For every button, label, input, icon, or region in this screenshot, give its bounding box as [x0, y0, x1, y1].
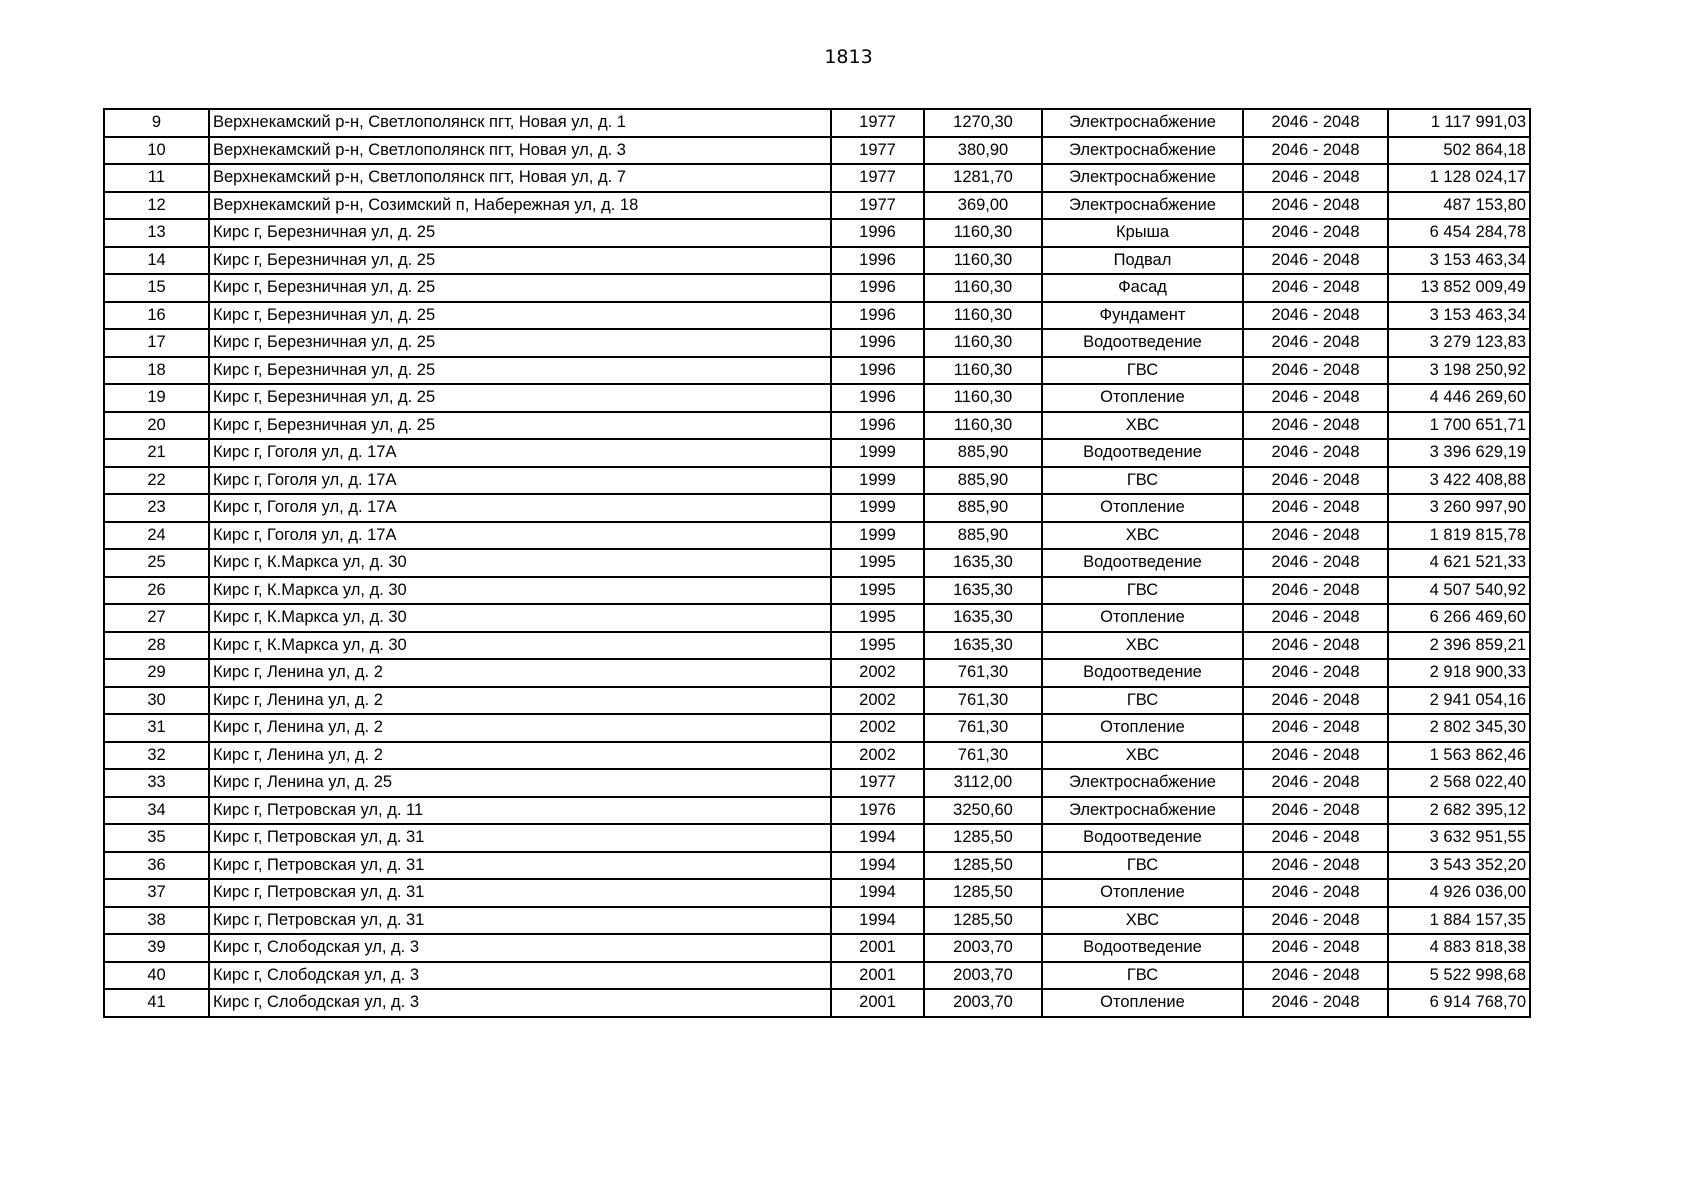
address-cell: Кирс г, К.Маркса ул, д. 30	[209, 577, 831, 605]
build-year-cell: 1999	[831, 522, 924, 550]
row-number-cell: 17	[104, 329, 209, 357]
address-cell: Верхнекамский р-н, Созимский п, Набережная ул, д. 18	[209, 192, 831, 220]
page-number: 1813	[824, 46, 873, 68]
build-year-cell: 1999	[831, 494, 924, 522]
work-type-cell: ГВС	[1042, 687, 1243, 715]
build-year-cell: 1977	[831, 192, 924, 220]
area-cell: 1635,30	[924, 549, 1042, 577]
table-row	[104, 329, 1530, 357]
cost-cell: 3 153 463,34	[1388, 302, 1530, 330]
row-number-cell: 13	[104, 219, 209, 247]
table-row	[104, 494, 1530, 522]
period-cell: 2046 - 2048	[1243, 302, 1388, 330]
cost-cell: 2 941 054,16	[1388, 687, 1530, 715]
area-cell: 885,90	[924, 494, 1042, 522]
build-year-cell: 2001	[831, 989, 924, 1017]
table-row	[104, 109, 1530, 137]
row-number-cell: 35	[104, 824, 209, 852]
table-row	[104, 824, 1530, 852]
build-year-cell: 1994	[831, 852, 924, 880]
cost-cell: 6 266 469,60	[1388, 604, 1530, 632]
build-year-cell: 1995	[831, 604, 924, 632]
cost-cell: 502 864,18	[1388, 137, 1530, 165]
cost-cell: 1 819 815,78	[1388, 522, 1530, 550]
build-year-cell: 1996	[831, 329, 924, 357]
work-type-cell: Подвал	[1042, 247, 1243, 275]
period-cell: 2046 - 2048	[1243, 219, 1388, 247]
row-number-cell: 26	[104, 577, 209, 605]
row-number-cell: 21	[104, 439, 209, 467]
table-row	[104, 577, 1530, 605]
table-row	[104, 714, 1530, 742]
cost-cell: 3 543 352,20	[1388, 852, 1530, 880]
row-number-cell: 20	[104, 412, 209, 440]
area-cell: 885,90	[924, 522, 1042, 550]
period-cell: 2046 - 2048	[1243, 522, 1388, 550]
build-year-cell: 1977	[831, 769, 924, 797]
build-year-cell: 1994	[831, 879, 924, 907]
row-number-cell: 16	[104, 302, 209, 330]
address-cell: Кирс г, К.Маркса ул, д. 30	[209, 549, 831, 577]
area-cell: 761,30	[924, 714, 1042, 742]
period-cell: 2046 - 2048	[1243, 137, 1388, 165]
build-year-cell: 1995	[831, 577, 924, 605]
area-cell: 1635,30	[924, 604, 1042, 632]
row-number-cell: 18	[104, 357, 209, 385]
area-cell: 1160,30	[924, 412, 1042, 440]
area-cell: 1281,70	[924, 164, 1042, 192]
address-cell: Кирс г, Ленина ул, д. 2	[209, 659, 831, 687]
area-cell: 1160,30	[924, 247, 1042, 275]
work-type-cell: Отопление	[1042, 604, 1243, 632]
address-cell: Кирс г, Березничная ул, д. 25	[209, 274, 831, 302]
table-row	[104, 852, 1530, 880]
table-row	[104, 659, 1530, 687]
period-cell: 2046 - 2048	[1243, 742, 1388, 770]
row-number-cell: 14	[104, 247, 209, 275]
area-cell: 1285,50	[924, 879, 1042, 907]
work-type-cell: ГВС	[1042, 852, 1243, 880]
area-cell: 2003,70	[924, 989, 1042, 1017]
period-cell: 2046 - 2048	[1243, 989, 1388, 1017]
cost-cell: 3 279 123,83	[1388, 329, 1530, 357]
cost-cell: 2 918 900,33	[1388, 659, 1530, 687]
address-cell: Кирс г, Петровская ул, д. 11	[209, 797, 831, 825]
work-type-cell: Фундамент	[1042, 302, 1243, 330]
row-number-cell: 33	[104, 769, 209, 797]
work-type-cell: Отопление	[1042, 989, 1243, 1017]
period-cell: 2046 - 2048	[1243, 274, 1388, 302]
row-number-cell: 24	[104, 522, 209, 550]
table-row	[104, 192, 1530, 220]
cost-cell: 1 700 651,71	[1388, 412, 1530, 440]
period-cell: 2046 - 2048	[1243, 934, 1388, 962]
area-cell: 1285,50	[924, 907, 1042, 935]
table-row	[104, 522, 1530, 550]
cost-cell: 487 153,80	[1388, 192, 1530, 220]
cost-cell: 1 128 024,17	[1388, 164, 1530, 192]
address-cell: Кирс г, Гоголя ул, д. 17А	[209, 467, 831, 495]
area-cell: 2003,70	[924, 962, 1042, 990]
period-cell: 2046 - 2048	[1243, 109, 1388, 137]
row-number-cell: 9	[104, 109, 209, 137]
work-type-cell: Электроснабжение	[1042, 137, 1243, 165]
cost-cell: 3 153 463,34	[1388, 247, 1530, 275]
build-year-cell: 1999	[831, 467, 924, 495]
work-type-cell: Водоотведение	[1042, 549, 1243, 577]
area-cell: 369,00	[924, 192, 1042, 220]
table-row	[104, 797, 1530, 825]
period-cell: 2046 - 2048	[1243, 164, 1388, 192]
build-year-cell: 1994	[831, 824, 924, 852]
address-cell: Верхнекамский р-н, Светлополянск пгт, Новая ул, д. 7	[209, 164, 831, 192]
cost-cell: 2 568 022,40	[1388, 769, 1530, 797]
period-cell: 2046 - 2048	[1243, 687, 1388, 715]
row-number-cell: 22	[104, 467, 209, 495]
table-row	[104, 357, 1530, 385]
address-cell: Кирс г, К.Маркса ул, д. 30	[209, 604, 831, 632]
build-year-cell: 1977	[831, 109, 924, 137]
work-type-cell: Электроснабжение	[1042, 769, 1243, 797]
area-cell: 380,90	[924, 137, 1042, 165]
table-row	[104, 962, 1530, 990]
cost-cell: 4 621 521,33	[1388, 549, 1530, 577]
row-number-cell: 40	[104, 962, 209, 990]
table-row	[104, 384, 1530, 412]
work-type-cell: ГВС	[1042, 577, 1243, 605]
address-cell: Кирс г, Петровская ул, д. 31	[209, 879, 831, 907]
address-cell: Кирс г, Березничная ул, д. 25	[209, 302, 831, 330]
row-number-cell: 25	[104, 549, 209, 577]
period-cell: 2046 - 2048	[1243, 439, 1388, 467]
address-cell: Кирс г, Гоголя ул, д. 17А	[209, 439, 831, 467]
work-type-cell: ГВС	[1042, 962, 1243, 990]
address-cell: Верхнекамский р-н, Светлополянск пгт, Новая ул, д. 3	[209, 137, 831, 165]
cost-cell: 3 632 951,55	[1388, 824, 1530, 852]
build-year-cell: 1977	[831, 137, 924, 165]
table-row	[104, 687, 1530, 715]
table-row	[104, 164, 1530, 192]
cost-cell: 3 260 997,90	[1388, 494, 1530, 522]
row-number-cell: 41	[104, 989, 209, 1017]
table-row	[104, 302, 1530, 330]
period-cell: 2046 - 2048	[1243, 329, 1388, 357]
work-type-cell: Водоотведение	[1042, 659, 1243, 687]
address-cell: Кирс г, Ленина ул, д. 2	[209, 687, 831, 715]
cost-cell: 4 446 269,60	[1388, 384, 1530, 412]
table-row	[104, 604, 1530, 632]
period-cell: 2046 - 2048	[1243, 962, 1388, 990]
period-cell: 2046 - 2048	[1243, 879, 1388, 907]
period-cell: 2046 - 2048	[1243, 577, 1388, 605]
row-number-cell: 10	[104, 137, 209, 165]
area-cell: 761,30	[924, 687, 1042, 715]
period-cell: 2046 - 2048	[1243, 247, 1388, 275]
table-row	[104, 274, 1530, 302]
address-cell: Кирс г, Петровская ул, д. 31	[209, 824, 831, 852]
address-cell: Кирс г, Ленина ул, д. 2	[209, 742, 831, 770]
build-year-cell: 2002	[831, 742, 924, 770]
table-row	[104, 467, 1530, 495]
work-type-cell: Электроснабжение	[1042, 164, 1243, 192]
build-year-cell: 1996	[831, 219, 924, 247]
row-number-cell: 36	[104, 852, 209, 880]
period-cell: 2046 - 2048	[1243, 467, 1388, 495]
period-cell: 2046 - 2048	[1243, 192, 1388, 220]
work-type-cell: Электроснабжение	[1042, 192, 1243, 220]
area-cell: 1160,30	[924, 357, 1042, 385]
table-row	[104, 549, 1530, 577]
table-row	[104, 742, 1530, 770]
address-cell: Кирс г, Гоголя ул, д. 17А	[209, 522, 831, 550]
area-cell: 1635,30	[924, 632, 1042, 660]
address-cell: Кирс г, Слободская ул, д. 3	[209, 989, 831, 1017]
row-number-cell: 27	[104, 604, 209, 632]
row-number-cell: 23	[104, 494, 209, 522]
row-number-cell: 15	[104, 274, 209, 302]
area-cell: 1160,30	[924, 384, 1042, 412]
build-year-cell: 1996	[831, 274, 924, 302]
period-cell: 2046 - 2048	[1243, 714, 1388, 742]
area-cell: 1160,30	[924, 219, 1042, 247]
table-row	[104, 412, 1530, 440]
cost-cell: 6 914 768,70	[1388, 989, 1530, 1017]
area-cell: 761,30	[924, 659, 1042, 687]
address-cell: Кирс г, Ленина ул, д. 25	[209, 769, 831, 797]
period-cell: 2046 - 2048	[1243, 659, 1388, 687]
row-number-cell: 29	[104, 659, 209, 687]
cost-cell: 4 507 540,92	[1388, 577, 1530, 605]
build-year-cell: 2002	[831, 687, 924, 715]
row-number-cell: 28	[104, 632, 209, 660]
work-type-cell: ГВС	[1042, 357, 1243, 385]
row-number-cell: 32	[104, 742, 209, 770]
period-cell: 2046 - 2048	[1243, 907, 1388, 935]
work-type-cell: ХВС	[1042, 522, 1243, 550]
cost-cell: 1 884 157,35	[1388, 907, 1530, 935]
period-cell: 2046 - 2048	[1243, 494, 1388, 522]
area-cell: 761,30	[924, 742, 1042, 770]
build-year-cell: 2002	[831, 659, 924, 687]
period-cell: 2046 - 2048	[1243, 357, 1388, 385]
cost-cell: 2 682 395,12	[1388, 797, 1530, 825]
period-cell: 2046 - 2048	[1243, 632, 1388, 660]
table-row	[104, 989, 1530, 1017]
build-year-cell: 1996	[831, 302, 924, 330]
work-type-cell: Отопление	[1042, 879, 1243, 907]
row-number-cell: 31	[104, 714, 209, 742]
address-cell: Кирс г, Березничная ул, д. 25	[209, 357, 831, 385]
row-number-cell: 11	[104, 164, 209, 192]
table-row	[104, 632, 1530, 660]
row-number-cell: 19	[104, 384, 209, 412]
address-cell: Кирс г, Березничная ул, д. 25	[209, 412, 831, 440]
build-year-cell: 2002	[831, 714, 924, 742]
work-type-cell: Электроснабжение	[1042, 109, 1243, 137]
address-cell: Кирс г, Ленина ул, д. 2	[209, 714, 831, 742]
table-row	[104, 769, 1530, 797]
address-cell: Кирс г, Слободская ул, д. 3	[209, 934, 831, 962]
build-year-cell: 1976	[831, 797, 924, 825]
table-row	[104, 934, 1530, 962]
registry-body	[104, 109, 1530, 1017]
cost-cell: 6 454 284,78	[1388, 219, 1530, 247]
address-cell: Кирс г, Березничная ул, д. 25	[209, 219, 831, 247]
address-cell: Кирс г, Березничная ул, д. 25	[209, 384, 831, 412]
build-year-cell: 1996	[831, 247, 924, 275]
period-cell: 2046 - 2048	[1243, 797, 1388, 825]
row-number-cell: 38	[104, 907, 209, 935]
build-year-cell: 1994	[831, 907, 924, 935]
build-year-cell: 1977	[831, 164, 924, 192]
build-year-cell: 1995	[831, 632, 924, 660]
work-type-cell: Фасад	[1042, 274, 1243, 302]
build-year-cell: 1999	[831, 439, 924, 467]
cost-cell: 3 198 250,92	[1388, 357, 1530, 385]
address-cell: Кирс г, Слободская ул, д. 3	[209, 962, 831, 990]
table-row	[104, 907, 1530, 935]
area-cell: 1160,30	[924, 329, 1042, 357]
area-cell: 1285,50	[924, 824, 1042, 852]
address-cell: Кирс г, Березничная ул, д. 25	[209, 247, 831, 275]
address-cell: Кирс г, Березничная ул, д. 25	[209, 329, 831, 357]
area-cell: 1270,30	[924, 109, 1042, 137]
address-cell: Кирс г, Петровская ул, д. 31	[209, 852, 831, 880]
work-type-cell: ХВС	[1042, 412, 1243, 440]
cost-cell: 3 422 408,88	[1388, 467, 1530, 495]
cost-cell: 3 396 629,19	[1388, 439, 1530, 467]
work-type-cell: Крыша	[1042, 219, 1243, 247]
work-type-cell: ГВС	[1042, 467, 1243, 495]
area-cell: 885,90	[924, 467, 1042, 495]
build-year-cell: 2001	[831, 962, 924, 990]
build-year-cell: 1996	[831, 412, 924, 440]
work-type-cell: Электроснабжение	[1042, 797, 1243, 825]
work-type-cell: Водоотведение	[1042, 329, 1243, 357]
work-type-cell: Водоотведение	[1042, 934, 1243, 962]
period-cell: 2046 - 2048	[1243, 384, 1388, 412]
period-cell: 2046 - 2048	[1243, 852, 1388, 880]
area-cell: 1160,30	[924, 274, 1042, 302]
table-row	[104, 879, 1530, 907]
cost-cell: 1 117 991,03	[1388, 109, 1530, 137]
cost-cell: 13 852 009,49	[1388, 274, 1530, 302]
cost-cell: 2 396 859,21	[1388, 632, 1530, 660]
address-cell: Верхнекамский р-н, Светлополянск пгт, Новая ул, д. 1	[209, 109, 831, 137]
table-row	[104, 247, 1530, 275]
area-cell: 1285,50	[924, 852, 1042, 880]
work-type-cell: ХВС	[1042, 632, 1243, 660]
period-cell: 2046 - 2048	[1243, 769, 1388, 797]
work-type-cell: ХВС	[1042, 907, 1243, 935]
work-type-cell: Отопление	[1042, 384, 1243, 412]
work-type-cell: Водоотведение	[1042, 439, 1243, 467]
build-year-cell: 1996	[831, 357, 924, 385]
table-row	[104, 137, 1530, 165]
row-number-cell: 30	[104, 687, 209, 715]
period-cell: 2046 - 2048	[1243, 824, 1388, 852]
work-type-cell: Отопление	[1042, 714, 1243, 742]
table-row	[104, 219, 1530, 247]
address-cell: Кирс г, К.Маркса ул, д. 30	[209, 632, 831, 660]
area-cell: 3112,00	[924, 769, 1042, 797]
area-cell: 3250,60	[924, 797, 1042, 825]
cost-cell: 4 883 818,38	[1388, 934, 1530, 962]
row-number-cell: 37	[104, 879, 209, 907]
cost-cell: 5 522 998,68	[1388, 962, 1530, 990]
cost-cell: 2 802 345,30	[1388, 714, 1530, 742]
area-cell: 1635,30	[924, 577, 1042, 605]
row-number-cell: 12	[104, 192, 209, 220]
table-row	[104, 439, 1530, 467]
row-number-cell: 39	[104, 934, 209, 962]
period-cell: 2046 - 2048	[1243, 549, 1388, 577]
area-cell: 885,90	[924, 439, 1042, 467]
registry-table	[103, 108, 1531, 1018]
address-cell: Кирс г, Гоголя ул, д. 17А	[209, 494, 831, 522]
period-cell: 2046 - 2048	[1243, 412, 1388, 440]
address-cell: Кирс г, Петровская ул, д. 31	[209, 907, 831, 935]
build-year-cell: 2001	[831, 934, 924, 962]
work-type-cell: ХВС	[1042, 742, 1243, 770]
area-cell: 1160,30	[924, 302, 1042, 330]
cost-cell: 4 926 036,00	[1388, 879, 1530, 907]
period-cell: 2046 - 2048	[1243, 604, 1388, 632]
build-year-cell: 1996	[831, 384, 924, 412]
work-type-cell: Водоотведение	[1042, 824, 1243, 852]
row-number-cell: 34	[104, 797, 209, 825]
work-type-cell: Отопление	[1042, 494, 1243, 522]
build-year-cell: 1995	[831, 549, 924, 577]
area-cell: 2003,70	[924, 934, 1042, 962]
cost-cell: 1 563 862,46	[1388, 742, 1530, 770]
